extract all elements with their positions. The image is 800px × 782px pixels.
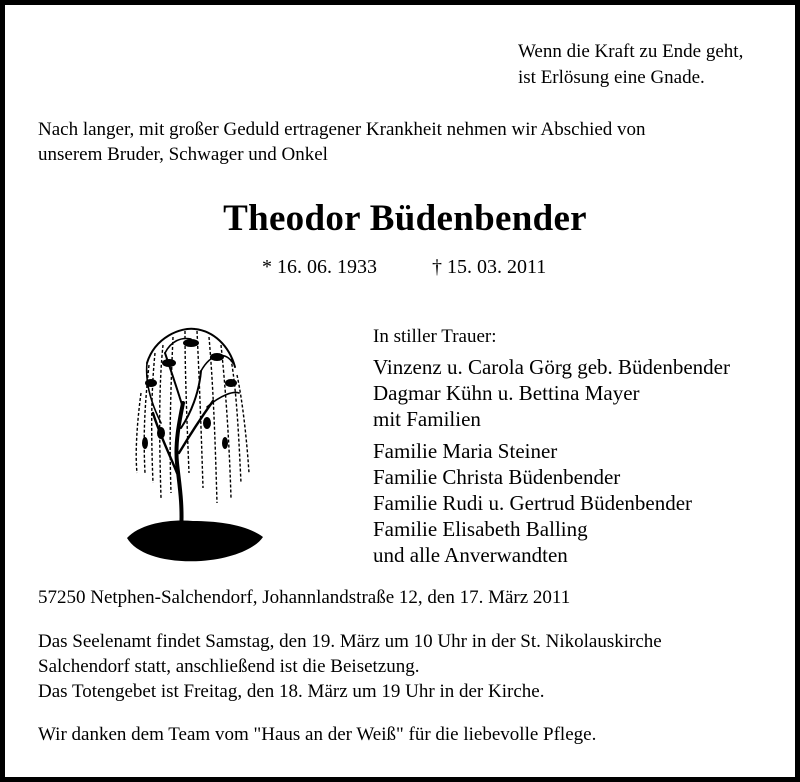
service-line: Salchendorf statt, anschließend ist die Beisetzung. — [38, 656, 420, 677]
mourner-line: Familie Elisabeth Balling — [373, 517, 588, 541]
thanks-note: Wir danken dem Team vom "Haus an der Weiß" für die liebevolle Pflege. — [38, 724, 597, 745]
mourner-line: mit Familien — [373, 407, 481, 431]
service-line: Das Totengebet ist Freitag, den 18. März um 19 Uhr in der Kirche. — [38, 681, 545, 702]
place-and-date: 57250 Netphen-Salchendorf, Johannlandstraße 12, den 17. März 2011 — [38, 587, 571, 608]
mourner-line: Familie Christa Büdenbender — [373, 465, 621, 489]
mourner-line: Dagmar Kühn u. Bettina Mayer — [373, 381, 640, 405]
service-line: Das Seelenamt findet Samstag, den 19. März um 10 Uhr in der St. Nikolauskirche — [38, 631, 662, 652]
intro-line: unserem Bruder, Schwager und Onkel — [38, 144, 328, 165]
motto-line: Wenn die Kraft zu Ende geht, — [518, 41, 744, 62]
weeping-willow-icon — [121, 323, 271, 565]
motto-line: ist Erlösung eine Gnade. — [518, 67, 705, 88]
mourners-heading: In stiller Trauer: — [373, 326, 497, 347]
death-date: † 15. 03. 2011 — [432, 256, 547, 278]
mourners-group-families — [373, 438, 730, 568]
service-info — [38, 629, 662, 704]
intro-line: Nach langer, mit großer Geduld ertragener Krankheit nehmen wir Abschied von — [38, 119, 646, 140]
mourner-line: Familie Rudi u. Gertrud Büdenbender — [373, 491, 693, 515]
intro-text — [38, 117, 778, 167]
birth-date: * 16. 06. 1933 — [262, 256, 377, 278]
mourner-line: Familie Maria Steiner — [373, 439, 558, 463]
mourners-section — [373, 324, 730, 568]
motto-quote — [518, 39, 743, 91]
mourner-line: Vinzenz u. Carola Görg geb. Büdenbender — [373, 355, 730, 379]
deceased-name: Theodor Büdenbender — [223, 198, 587, 239]
mourner-line: und alle Anverwandten — [373, 543, 568, 567]
